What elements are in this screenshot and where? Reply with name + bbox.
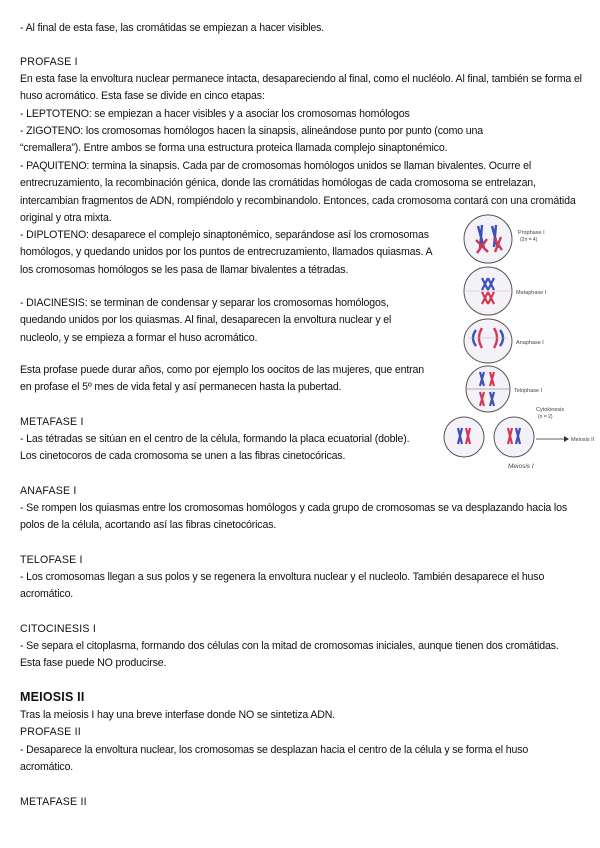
label-prophase-n: (2n = 4) bbox=[520, 237, 538, 243]
prophase-cell bbox=[464, 215, 512, 263]
telophase-cell bbox=[466, 366, 510, 412]
profase2-heading: PROFASE II bbox=[20, 726, 81, 738]
figure-caption: Meiosis I bbox=[508, 463, 534, 470]
arrow-head-icon bbox=[564, 436, 569, 442]
meiosis2-heading: MEIOSIS II bbox=[20, 690, 85, 704]
label-prophase: Prophase I bbox=[518, 230, 545, 236]
diacinesis-paragraph: - DIACINESIS: se terminan de condensar y separar los cromosomas homólogos, quedando unidos por los quiasmas. Al final, desaparecen la envoltura nuclear y el nucleolo, y se empieza a formar el huso acromático. bbox=[20, 297, 392, 344]
profase2-text: - Desaparece la envoltura nuclear, los cromosomas se desplazan hacia el centro de la célula y se forma el huso acromático. bbox=[20, 744, 529, 774]
diploteno-paragraph: - DIPLOTENO: desaparece el complejo sinaptonémico, separándose así los cromosomas homólogos, y quedando unidos por los puntos de entrecruzamiento, llamados quiasmas. A los cromosomas homólogos se les pasa de llamar bivalentes a tétradas. bbox=[20, 229, 432, 276]
telofase1-text: - Los cromosomas llegan a sus polos y se regenera la envoltura nuclear y el nucleolo. También desaparece el huso acromático. bbox=[20, 571, 545, 601]
intro-line: - Al final de esta fase, las cromátidas se empiezan a hacer visibles. bbox=[20, 22, 325, 34]
zigoteno-paragraph: - ZIGOTENO: los cromosomas homólogos hacen la sinapsis, alineándose punto por punto (como una “cremallera”). Entre ambos se forma una estructura proteica llamada complejo sinaptonémico. bbox=[20, 125, 484, 155]
anaphase-cell bbox=[464, 319, 512, 363]
paquiteno-paragraph: - PAQUITENO: termina la sinapsis. Cada par de cromosomas homólogos unidos se llaman bivalentes. Ocurre el entrecruzamiento, la recombinación génica, donde las cromátidas homólogas de cada cromosoma se entrelazan, intercambian fragmentos de ADN, rompiéndolo y recombinandolo. Entonces, cada cromosoma contará con una cromátida original y otra mixta. bbox=[20, 160, 576, 224]
citocinesis1-heading: CITOCINESIS I bbox=[20, 623, 96, 635]
metafase1-text: - Las tétradas se sitúan en el centro de la célula, formando la placa ecuatorial (doble). Los cinetocoros de cada cromosoma se unen a las fibras cinetocóricas. bbox=[20, 433, 410, 463]
anafase1-text: - Se rompen los quiasmas entre los cromosomas homólogos y cada grupo de cromosomas se va desplazando hacia los polos de la célula, acortando así las fibras cinetocóricas. bbox=[20, 502, 568, 532]
profase1-intro: En esta fase la envoltura nuclear permanece intacta, desapareciendo al final, como el nucléolo. Al final, también se forma el huso acromático. Esta fase se divide en cinco etapas: bbox=[20, 73, 582, 103]
label-anaphase: Anaphase I bbox=[516, 340, 544, 346]
profase1-duration: Esta profase puede durar años, como por ejemplo los oocitos de las mujeres, que entran en profase el 5º mes de vida fetal y así permanecen hasta la pubertad. bbox=[20, 364, 425, 394]
label-meiosis2: Meiosis II bbox=[571, 437, 595, 443]
meiosis2-intro: Tras la meiosis I hay una breve interfase donde NO se sintetiza ADN. bbox=[20, 709, 336, 721]
profase1-heading: PROFASE I bbox=[20, 56, 78, 68]
label-cytokinesis: Cytokinesis bbox=[536, 407, 565, 413]
citocinesis1-text: - Se separa el citoplasma, formando dos células con la mitad de cromosomas iniciales, aunque tienen dos cromátidas. Esta fase puede NO producirse. bbox=[20, 640, 559, 670]
label-cytokinesis-n: (n = 2) bbox=[538, 414, 553, 420]
metafase1-heading: METAFASE I bbox=[20, 416, 84, 428]
meiosis-diagram bbox=[432, 212, 598, 474]
metaphase-cell bbox=[464, 267, 512, 315]
anafase1-heading: ANAFASE I bbox=[20, 485, 77, 497]
label-telophase: Telophase I bbox=[514, 388, 543, 394]
telofase1-heading: TELOFASE I bbox=[20, 554, 83, 566]
label-metaphase: Metaphase I bbox=[516, 290, 547, 296]
meiosis-diagram-svg bbox=[432, 212, 598, 474]
leptoteno-paragraph: - LEPTOTENO: se empiezan a hacer visibles y a asociar los cromosomas homólogos bbox=[20, 108, 410, 120]
metafase2-heading: METAFASE II bbox=[20, 796, 87, 808]
cytokinesis-cells bbox=[444, 417, 534, 457]
